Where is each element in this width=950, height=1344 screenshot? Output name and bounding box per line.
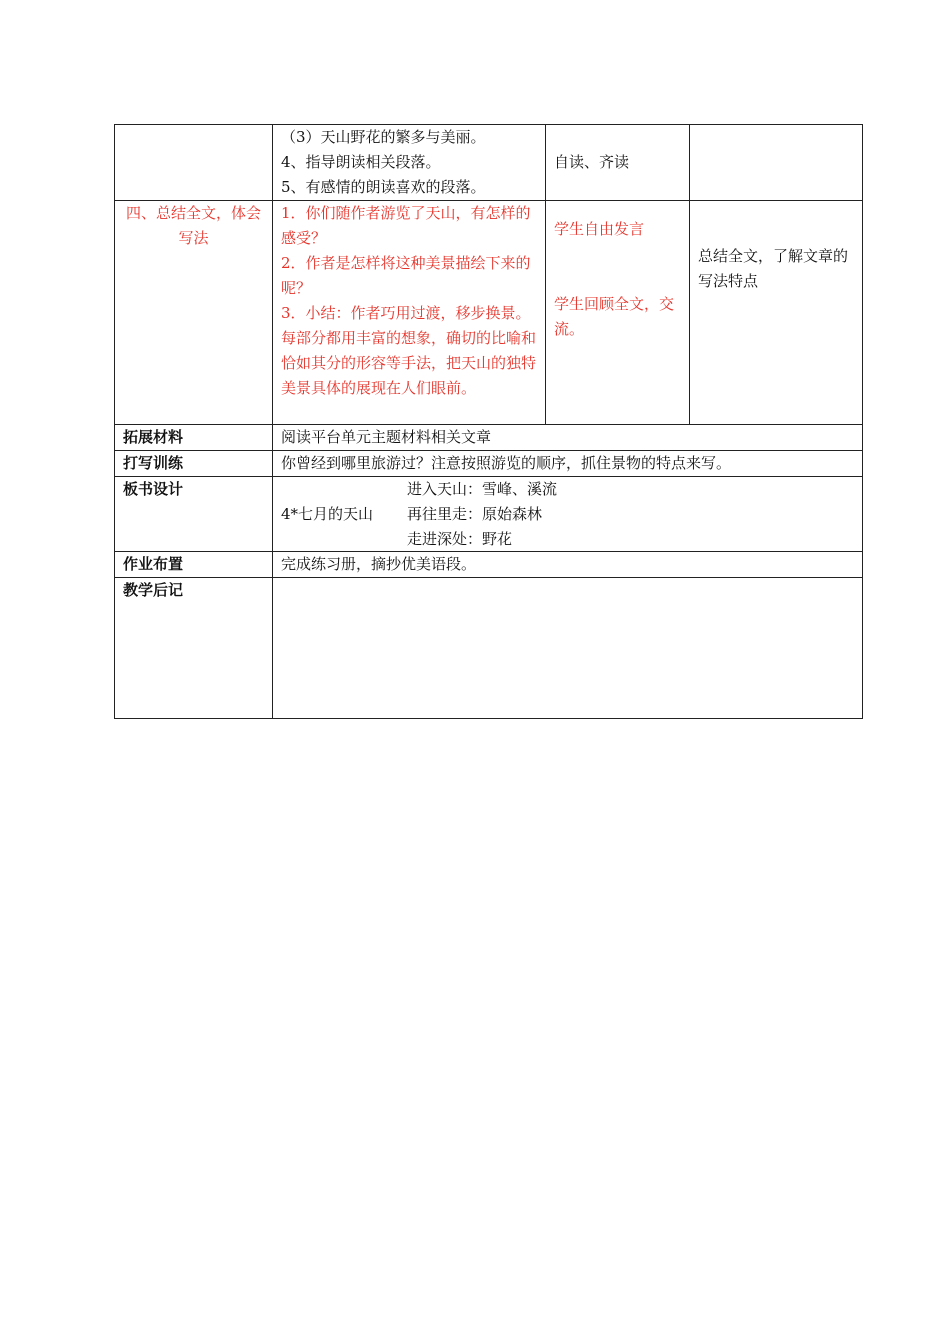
homework-text: 完成练习册，摘抄优美语段。 xyxy=(273,552,863,578)
step-cell-empty xyxy=(115,125,273,201)
board-design xyxy=(281,477,854,551)
extension-text: 阅读平台单元主题材料相关文章 xyxy=(273,425,863,451)
summary-text: 3．小结：作者巧用过渡，移步换景。每部分都用丰富的想象，确切的比喻和恰如其分的形容等手法，把天山的独特美景具体的展现在人们眼前。 xyxy=(281,304,537,397)
student-activity-1: 学生自由发言 xyxy=(554,220,645,238)
table-row-writing xyxy=(115,451,863,477)
table-row-summary xyxy=(115,201,863,425)
question-2: 2．作者是怎样将这种美景描绘下来的呢？ xyxy=(281,254,531,297)
row-label: 拓展材料 xyxy=(115,425,273,451)
board-line: 再往里走：原始森林 xyxy=(407,505,543,523)
table-row-homework xyxy=(115,552,863,578)
content-cell xyxy=(273,201,546,425)
content-line: 4、指导朗读相关段落。 xyxy=(281,153,441,171)
table-row-notes xyxy=(115,578,863,719)
intent-cell xyxy=(690,201,863,425)
content-line: 5、有感情的朗读喜欢的段落。 xyxy=(281,178,486,196)
content-line: （3）天山野花的繁多与美丽。 xyxy=(281,128,486,146)
content-cell xyxy=(273,125,546,201)
board-title: 4*七月的天山 xyxy=(281,505,374,523)
writing-text: 你曾经到哪里旅游过？注意按照游览的顺序，抓住景物的特点来写。 xyxy=(273,451,863,477)
student-cell xyxy=(546,125,690,201)
row-label: 打写训练 xyxy=(115,451,273,477)
table-row-extension xyxy=(115,425,863,451)
row-label: 教学后记 xyxy=(115,578,273,719)
intent-cell-empty xyxy=(690,125,863,201)
board-line: 走进深处：野花 xyxy=(407,530,513,548)
student-activity: 自读、齐读 xyxy=(554,153,630,171)
intent-text: 总结全文，了解文章的写法特点 xyxy=(698,247,849,290)
table-row-continued xyxy=(115,125,863,201)
student-cell xyxy=(546,201,690,425)
student-activity-2: 学生回顾全文，交流。 xyxy=(554,295,675,338)
table-row-board xyxy=(115,477,863,552)
board-design-cell xyxy=(273,477,863,552)
row-label: 作业布置 xyxy=(115,552,273,578)
lesson-plan-table xyxy=(114,124,863,719)
notes-cell xyxy=(273,578,863,719)
row-label: 板书设计 xyxy=(115,477,273,552)
step-title: 四、总结全文，体会写法 xyxy=(125,204,261,247)
board-line: 进入天山：雪峰、溪流 xyxy=(407,480,558,498)
question-1: 1．你们随作者游览了天山，有怎样的感受？ xyxy=(281,204,531,247)
step-cell xyxy=(115,201,273,425)
